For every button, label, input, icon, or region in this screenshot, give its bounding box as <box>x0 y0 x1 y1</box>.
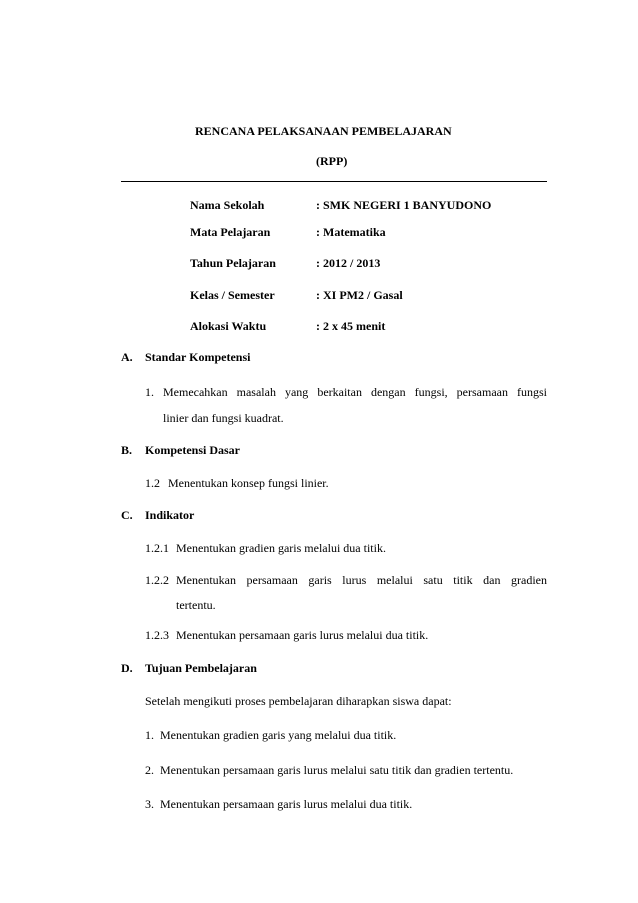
identity-value-school: : SMK NEGERI 1 BANYUDONO <box>316 198 492 212</box>
section-a-item-text-cont: linier dan fungsi kuadrat. <box>163 411 284 425</box>
objective-number: 1. <box>145 728 154 742</box>
document-subtitle: (RPP) <box>316 154 348 168</box>
indicator-number: 1.2.2 <box>145 573 169 587</box>
section-a-heading: Standar Kompetensi <box>145 350 251 364</box>
section-d-heading: Tujuan Pembelajaran <box>145 661 257 675</box>
section-d-letter: D. <box>121 661 133 675</box>
objective-text: Menentukan persamaan garis lurus melalui dua titik. <box>160 797 413 811</box>
section-c-letter: C. <box>121 508 133 522</box>
indicator-number: 1.2.3 <box>145 628 169 642</box>
objective-text: Menentukan gradien garis yang melalui dua titik. <box>160 728 397 742</box>
identity-label-class: Kelas / Semester <box>190 288 275 302</box>
objective-number: 3. <box>145 797 154 811</box>
header-divider <box>121 181 547 182</box>
section-b-letter: B. <box>121 443 133 457</box>
document-title: RENCANA PELAKSANAAN PEMBELAJARAN <box>195 124 452 138</box>
section-a-item-text: Memecahkan masalah yang berkaitan dengan fungsi, persamaan fungsi <box>163 385 547 399</box>
indicator-text-cont: tertentu. <box>176 598 216 612</box>
identity-value-time: : 2 x 45 menit <box>316 319 386 333</box>
identity-value-class: : XI PM2 / Gasal <box>316 288 403 302</box>
identity-value-year: : 2012 / 2013 <box>316 256 381 270</box>
section-d-intro: Setelah mengikuti proses pembelajaran diharapkan siswa dapat: <box>145 694 452 708</box>
objective-text: Menentukan persamaan garis lurus melalui satu titik dan gradien tertentu. <box>160 763 514 777</box>
indicator-text: Menentukan persamaan garis lurus melalui satu titik dan gradien <box>176 573 547 587</box>
identity-label-school: Nama Sekolah <box>190 198 265 212</box>
indicator-text: Menentukan gradien garis melalui dua titik. <box>176 541 386 555</box>
identity-label-time: Alokasi Waktu <box>190 319 267 333</box>
section-b-item-text: Menentukan konsep fungsi linier. <box>168 476 329 490</box>
section-a-item-number: 1. <box>145 385 154 399</box>
indicator-text: Menentukan persamaan garis lurus melalui dua titik. <box>176 628 429 642</box>
section-b-item-number: 1.2 <box>145 476 160 490</box>
identity-label-year: Tahun Pelajaran <box>190 256 276 270</box>
objective-number: 2. <box>145 763 154 777</box>
identity-value-subject: : Matematika <box>316 225 386 239</box>
indicator-number: 1.2.1 <box>145 541 169 555</box>
section-c-heading: Indikator <box>145 508 195 522</box>
section-a-letter: A. <box>121 350 133 364</box>
identity-label-subject: Mata Pelajaran <box>190 225 271 239</box>
section-b-heading: Kompetensi Dasar <box>145 443 240 457</box>
